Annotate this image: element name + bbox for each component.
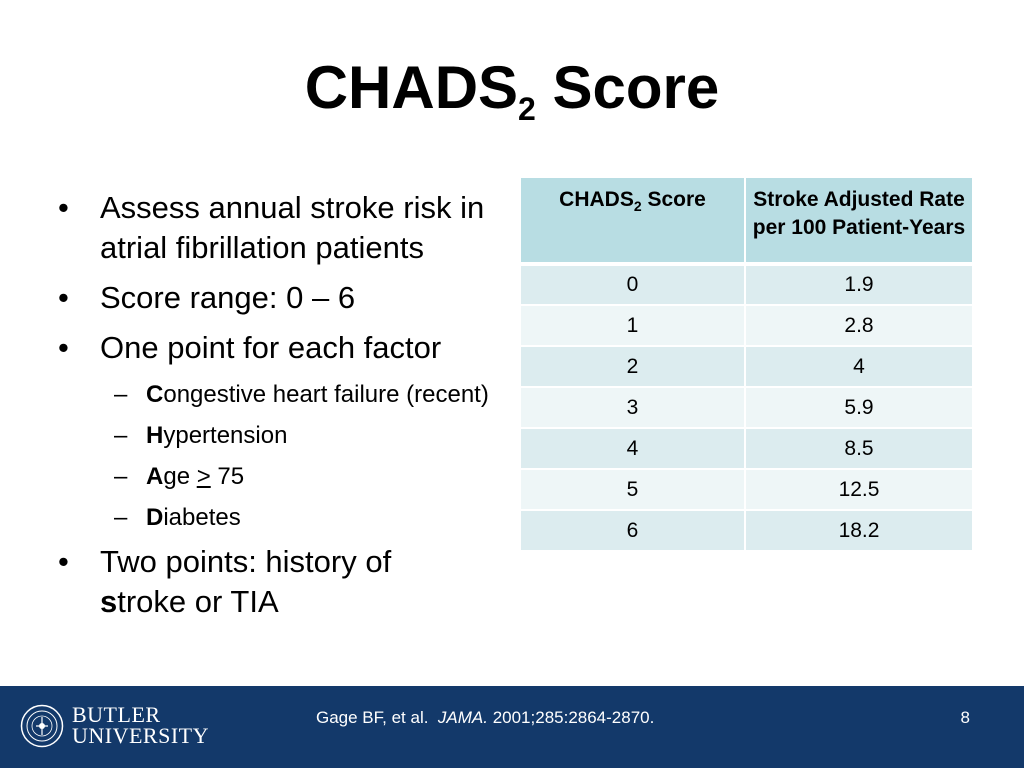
score-cell: 6 bbox=[521, 510, 745, 551]
bullet-text: One point for each factor bbox=[100, 330, 442, 365]
bullet-dot: • bbox=[58, 544, 69, 579]
page-number: 8 bbox=[960, 708, 970, 727]
sub-bullet-dash: – bbox=[114, 463, 128, 490]
bullet-text: Score range: 0 – 6 bbox=[100, 280, 356, 315]
score-cell: 1 bbox=[521, 305, 745, 346]
table-row bbox=[521, 510, 972, 551]
footer-bar bbox=[0, 686, 1024, 768]
rate-cell: 4 bbox=[745, 346, 972, 387]
title-subscript: 2 bbox=[518, 91, 536, 127]
table-row bbox=[521, 264, 972, 305]
university-seal-icon bbox=[20, 704, 64, 748]
slide-title bbox=[0, 54, 1024, 127]
rate-cell: 5.9 bbox=[745, 387, 972, 428]
bullet-item bbox=[58, 278, 508, 318]
score-cell: 4 bbox=[521, 428, 745, 469]
score-cell: 0 bbox=[521, 264, 745, 305]
bullet-text: Assess annual stroke risk in atrial fibrillation patients bbox=[100, 190, 485, 265]
table-header-row bbox=[521, 178, 972, 264]
bullet-dot: • bbox=[58, 190, 69, 225]
factor-text: ypertension bbox=[163, 422, 288, 449]
sub-bullet-item bbox=[58, 460, 508, 493]
sub-bullet-dash: – bbox=[114, 422, 128, 449]
header-rate: Stroke Adjusted Rate per 100 Patient-Years bbox=[745, 178, 972, 264]
title-main: CHADS bbox=[304, 54, 519, 121]
chads-score-table bbox=[521, 178, 972, 552]
greater-equal-sign: > bbox=[196, 463, 211, 490]
rate-cell: 18.2 bbox=[745, 510, 972, 551]
sub-bullet-dash: – bbox=[114, 504, 128, 531]
bullet-list bbox=[58, 188, 508, 632]
factor-letter: A bbox=[146, 463, 164, 490]
factor-text: iabetes bbox=[163, 504, 241, 531]
factor-letter: H bbox=[146, 422, 164, 449]
bullet-dot: • bbox=[58, 280, 69, 315]
brand-line: BUTLER bbox=[72, 702, 161, 727]
table-row bbox=[521, 428, 972, 469]
rate-cell: 12.5 bbox=[745, 469, 972, 510]
factor-text: 75 bbox=[210, 463, 245, 490]
butler-university-logo bbox=[72, 704, 209, 746]
rate-cell: 1.9 bbox=[745, 264, 972, 305]
factor-text: ge bbox=[163, 463, 197, 490]
table-row bbox=[521, 346, 972, 387]
brand-line: UNIVERSITY bbox=[72, 723, 209, 748]
citation-journal: JAMA. bbox=[437, 708, 488, 727]
citation-details: 2001;285:2864-2870. bbox=[487, 708, 655, 727]
table-row bbox=[521, 305, 972, 346]
score-cell: 2 bbox=[521, 346, 745, 387]
factor-text: ongestive heart failure (recent) bbox=[163, 381, 489, 408]
factor-letter: s bbox=[100, 584, 118, 619]
bullet-item bbox=[58, 188, 508, 268]
bullet-item bbox=[58, 328, 508, 368]
rate-cell: 2.8 bbox=[745, 305, 972, 346]
title-rest: Score bbox=[535, 54, 720, 121]
rate-cell: 8.5 bbox=[745, 428, 972, 469]
bullet-item bbox=[58, 542, 508, 622]
sub-bullet-dash: – bbox=[114, 381, 128, 408]
sub-bullet-item bbox=[58, 501, 508, 534]
score-cell: 5 bbox=[521, 469, 745, 510]
score-cell: 3 bbox=[521, 387, 745, 428]
bullet-text: troke or TIA bbox=[117, 584, 279, 619]
factor-letter: D bbox=[146, 504, 164, 531]
header-score-sub: 2 bbox=[633, 198, 642, 214]
citation-authors: Gage BF, et al. bbox=[316, 708, 429, 727]
table-row bbox=[521, 387, 972, 428]
header-score-main: CHADS bbox=[559, 188, 634, 211]
header-score bbox=[521, 178, 745, 264]
citation bbox=[316, 708, 654, 728]
table-row bbox=[521, 469, 972, 510]
header-score-rest: Score bbox=[641, 188, 706, 211]
factor-letter: C bbox=[146, 381, 164, 408]
bullet-text: Two points: history of bbox=[100, 544, 392, 579]
sub-bullet-item bbox=[58, 419, 508, 452]
sub-bullet-item bbox=[58, 378, 508, 411]
bullet-dot: • bbox=[58, 330, 69, 365]
